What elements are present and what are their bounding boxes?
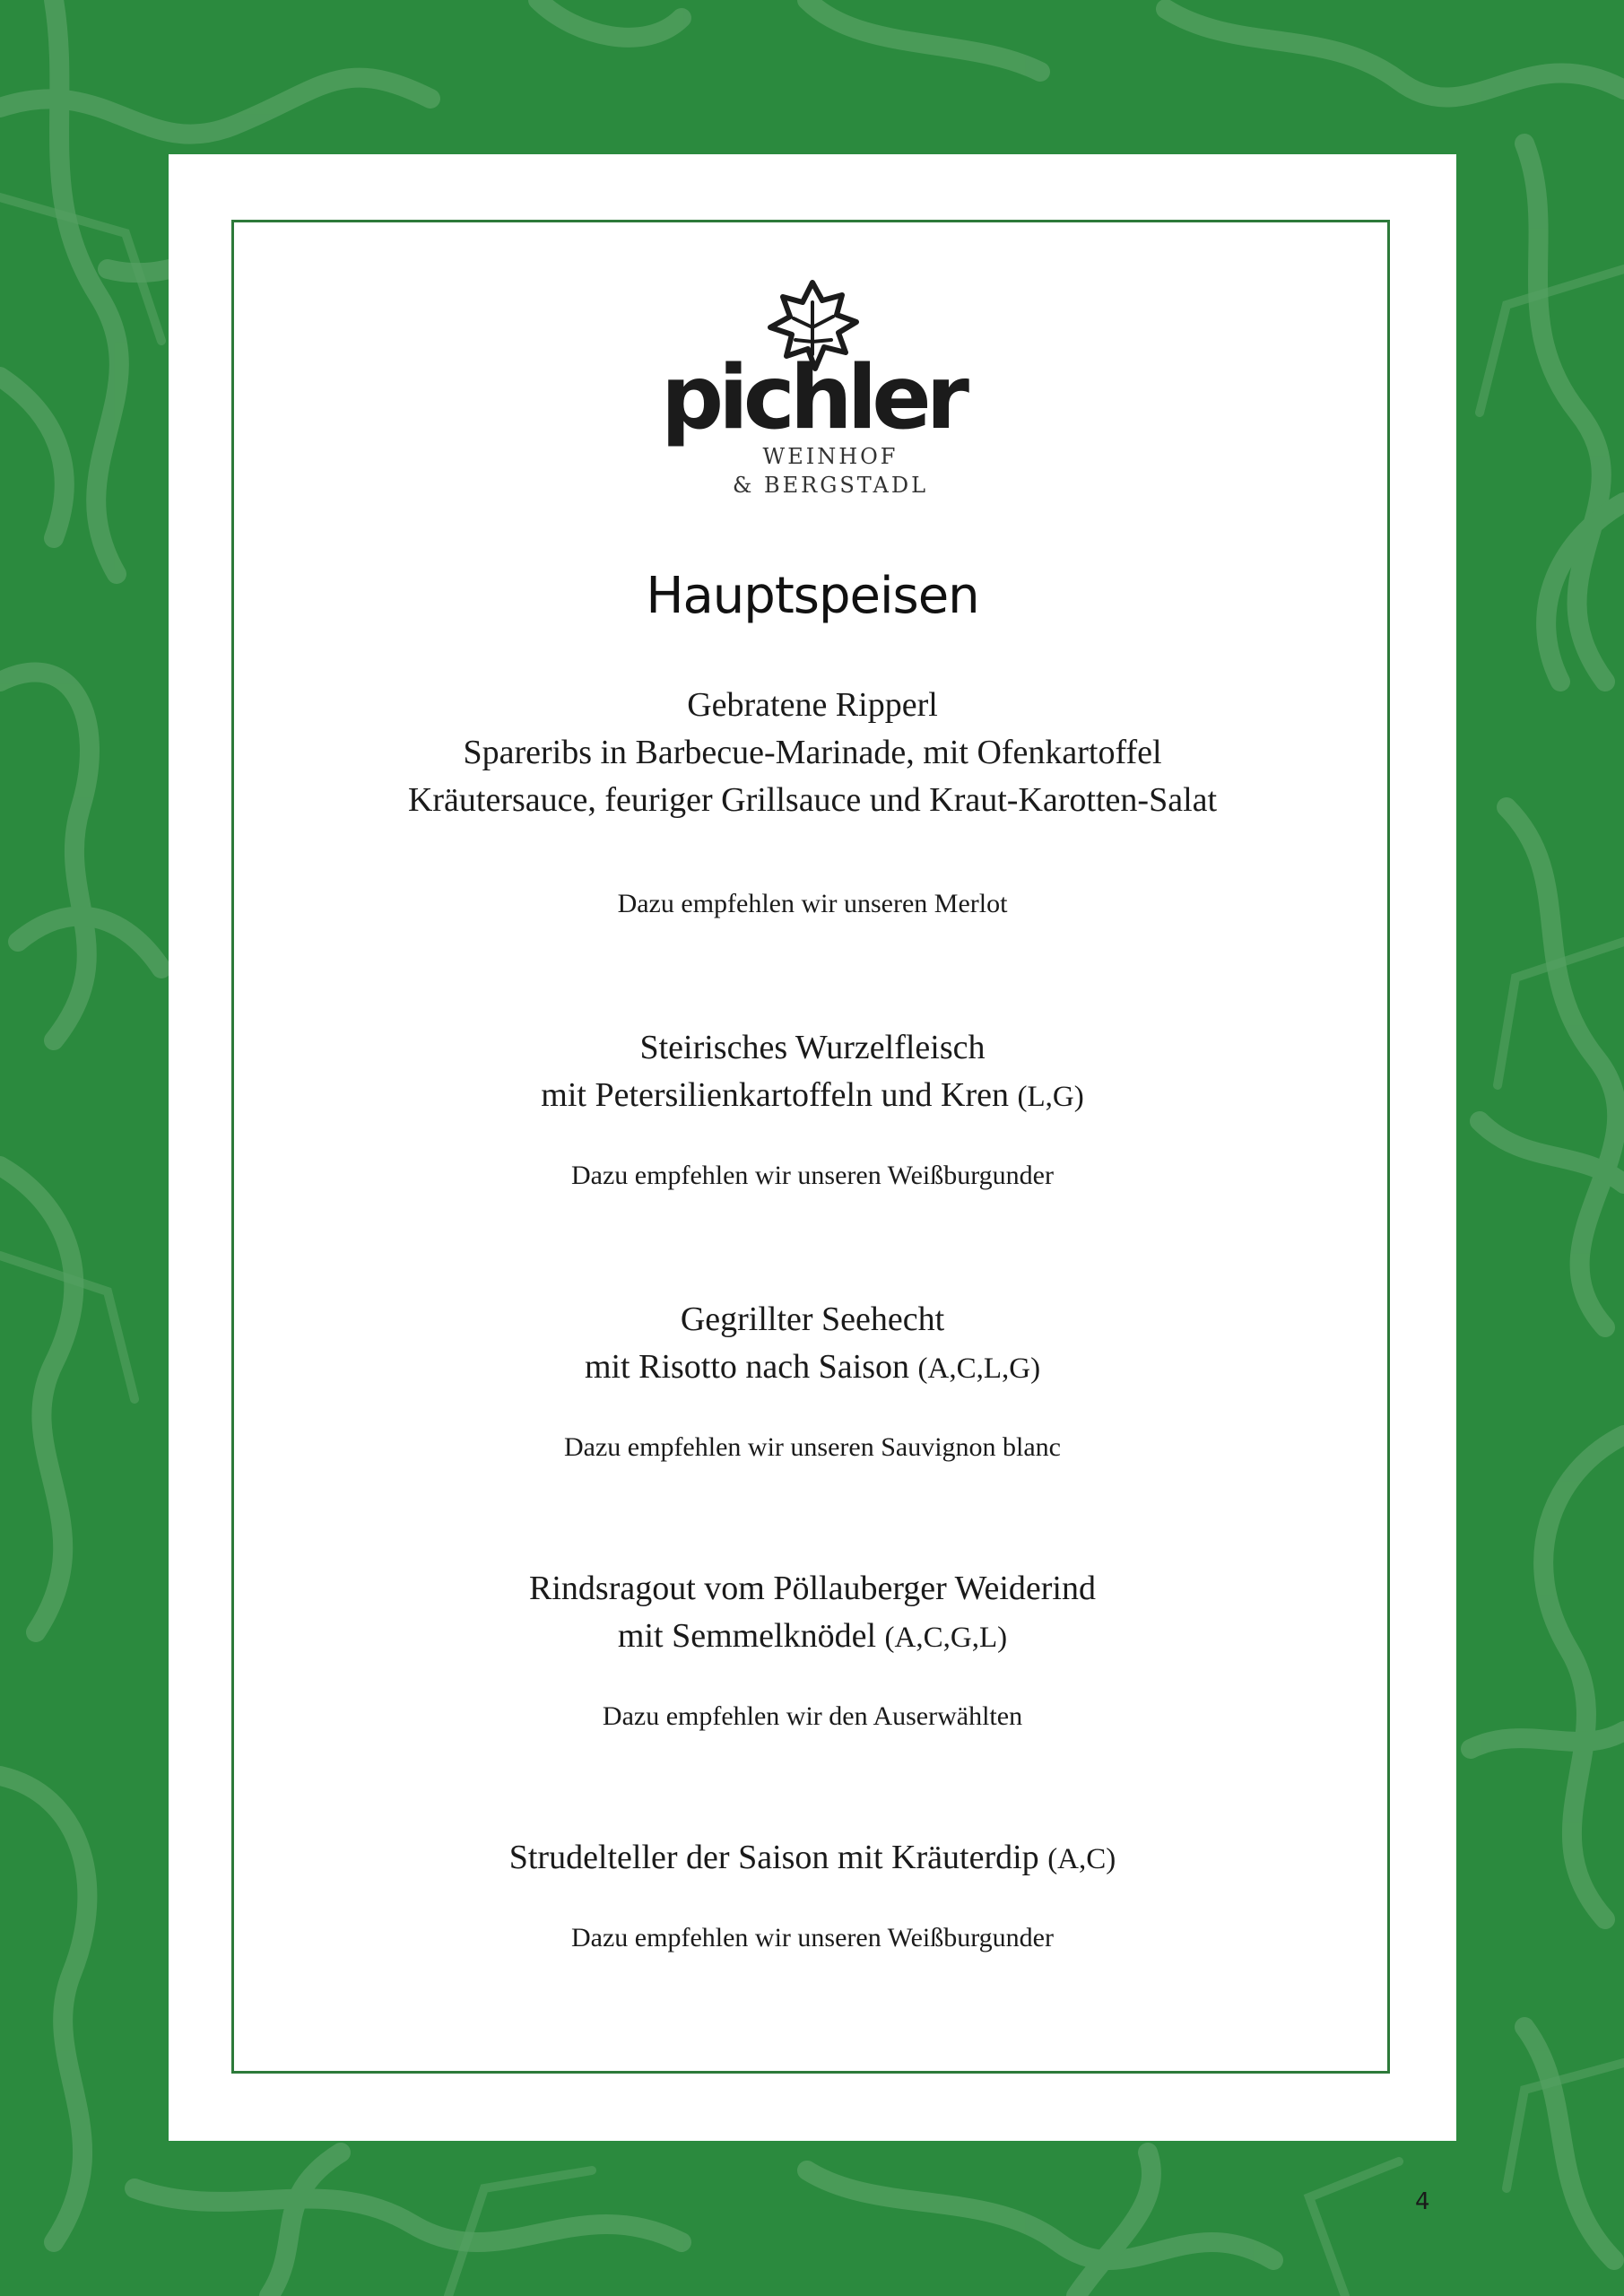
- dish-description-text: mit Risotto nach Saison: [584, 1348, 909, 1386]
- allergen-codes: (L,G): [1017, 1081, 1084, 1113]
- dish-name: Gebratene Ripperl: [687, 686, 938, 724]
- allergen-codes: (A,C): [1047, 1843, 1116, 1875]
- dish-name: Rindsragout vom Pöllauberger Weiderind: [529, 1570, 1096, 1607]
- dish-name: Gegrillter Seehecht: [680, 1300, 945, 1338]
- allergen-codes: (A,C,L,G): [917, 1352, 1041, 1385]
- dish-description: Kräutersauce, feuriger Grillsauce und Kraut-Karotten-Salat: [407, 781, 1218, 819]
- menu-page: [169, 154, 1456, 2141]
- dish-name: Steirisches Wurzelfleisch: [639, 1029, 986, 1066]
- wine-recommendation: Dazu empfehlen wir unseren Sauvignon blanc: [564, 1432, 1061, 1462]
- logo-subtitle-1: WEINHOF: [762, 444, 899, 469]
- dish-description-text: mit Semmelknödel: [617, 1617, 877, 1655]
- logo-subtitle-2: & BERGSTADL: [732, 473, 929, 498]
- dish-description-text: mit Petersilienkartoffeln und Kren: [541, 1076, 1009, 1114]
- dish-description: [169, 1344, 1456, 1393]
- wine-recommendation: Dazu empfehlen wir den Auserwählten: [602, 1701, 1023, 1731]
- wine-recommendation: Dazu empfehlen wir unseren Merlot: [617, 889, 1008, 918]
- allergen-codes: (A,C,G,L): [884, 1622, 1008, 1654]
- dish-description: [169, 1613, 1456, 1662]
- dish-seehecht: [169, 1296, 1456, 1463]
- dish-strudelteller: [169, 1834, 1456, 1953]
- dish-ripperl: [169, 682, 1456, 919]
- dish-name: [169, 1834, 1456, 1883]
- wine-recommendation: Dazu empfehlen wir unseren Weißburgunder: [571, 1923, 1054, 1952]
- dish-wurzelfleisch: [169, 1024, 1456, 1191]
- dish-name-text: Strudelteller der Saison mit Kräuterdip: [508, 1839, 1039, 1876]
- dish-description: [169, 1072, 1456, 1121]
- dish-rindsragout: [169, 1565, 1456, 1732]
- dish-description: Spareribs in Barbecue-Marinade, mit Ofenkartoffel: [463, 734, 1162, 771]
- brand-logo: [169, 275, 1456, 500]
- logo-wordmark: pichler: [661, 347, 964, 449]
- page-title: Hauptspeisen: [646, 567, 979, 625]
- wine-recommendation: Dazu empfehlen wir unseren Weißburgunder: [571, 1161, 1054, 1190]
- page-number: 4: [1415, 2188, 1430, 2215]
